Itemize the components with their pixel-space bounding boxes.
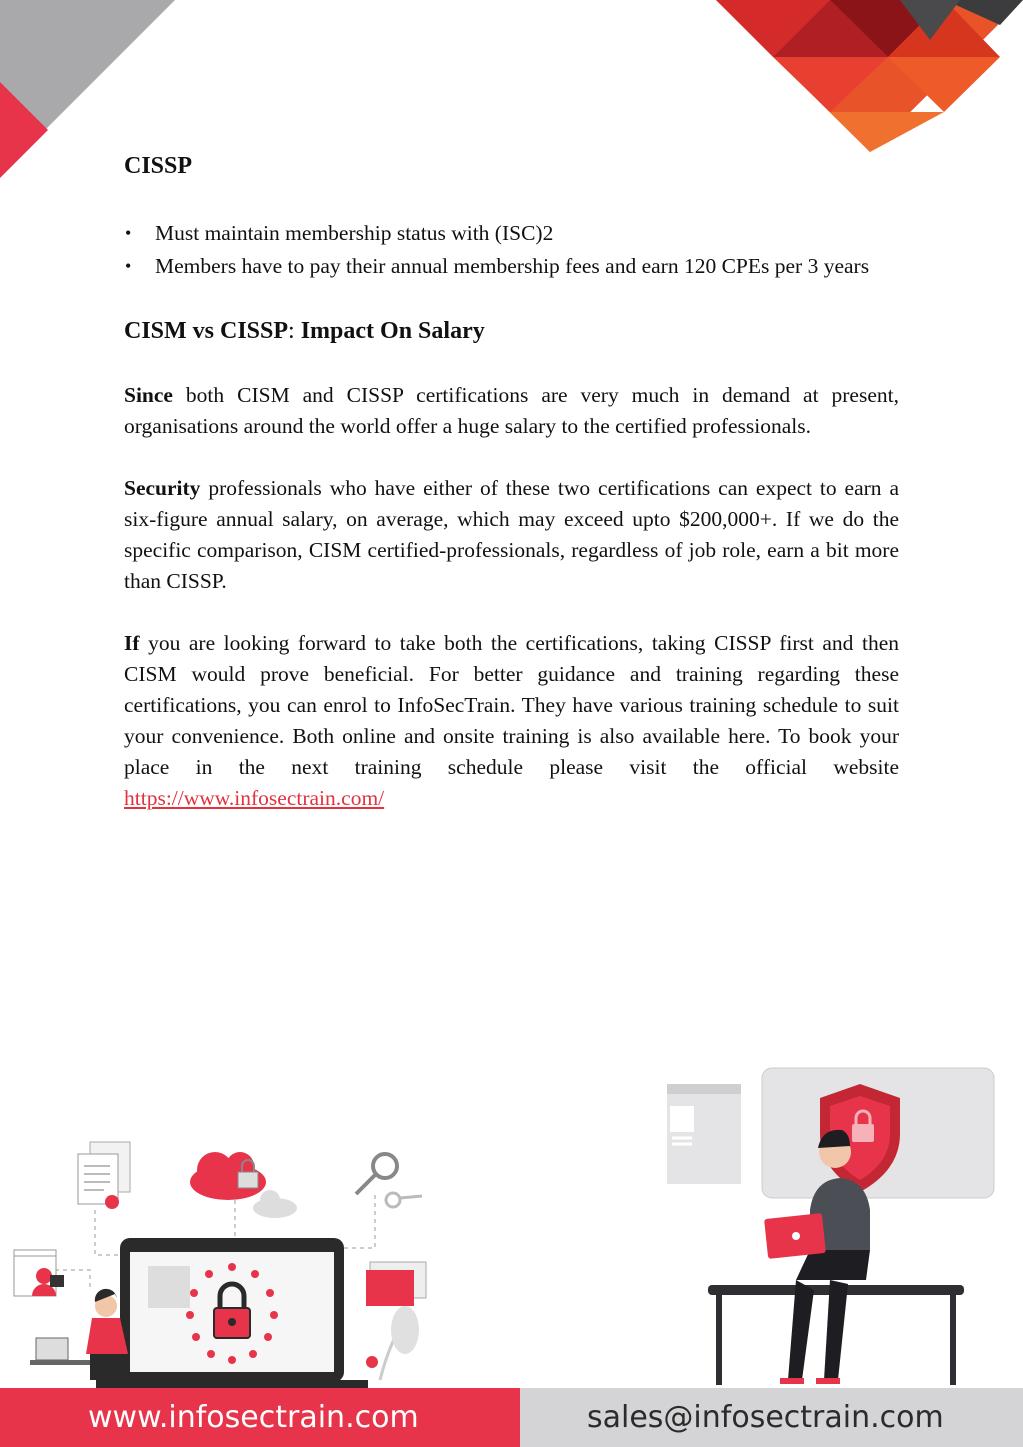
salary-heading-part1: CISM vs CISSP: [124, 318, 289, 344]
list-item: • Members have to pay their annual membership fees and earn 120 CPEs per 3 years: [155, 250, 899, 283]
cloud-icon: [190, 1152, 297, 1218]
paragraph-text: you are looking forward to take both the certifications, taking CISSP first and then CISM would prove beneficial. For better guidance and training regarding these certifications, you can enrol to InfoSecTrain. They have various training schedule to suit your convenience. Both online and onsite training is also available here. To book your place in the next training schedule please visit the official website: [124, 631, 899, 779]
list-item: • Must maintain membership status with (ISC)2: [155, 217, 899, 250]
corner-decoration-right: [0, 0, 1023, 160]
plant-icon: [366, 1306, 419, 1380]
paragraph-text: both CISM and CISSP certifications are very much in demand at present, organisations around the world offer a huge salary to the certified professionals.: [124, 383, 899, 438]
folder-icon: [366, 1262, 426, 1306]
security-illustration-right: [660, 1060, 1005, 1388]
paragraph-if: [124, 628, 899, 814]
paragraph-lead: If: [124, 631, 140, 655]
paragraph-text: professionals who have either of these two certifications can expect to earn a six-figure annual salary, on average, which may exceed upto $200,000+. If we do the specific comparison, CISM certified-professionals, regardless of job role, earn a bit more than CISSP.: [124, 476, 899, 593]
paragraph-security: [124, 473, 899, 597]
salary-heading: [124, 315, 899, 347]
salary-heading-colon: :: [288, 318, 295, 344]
document-icon: [78, 1142, 130, 1209]
key-icon: [356, 1154, 422, 1207]
user-lock-window-icon: [14, 1250, 64, 1296]
salary-heading-part2: Impact On Salary: [294, 318, 485, 344]
footer-bar: [0, 1388, 1023, 1447]
website-link[interactable]: https://www.infosectrain.com/: [124, 786, 385, 810]
footer-email[interactable]: sales@infosectrain.com: [520, 1388, 1023, 1447]
paragraph-lead: Security: [124, 476, 201, 500]
security-illustration-left: [0, 1130, 440, 1388]
footer-website[interactable]: www.infosectrain.com: [0, 1388, 520, 1447]
paragraph-since: [124, 380, 899, 442]
main-content: [124, 150, 899, 845]
cissp-bullet-list: [124, 217, 899, 283]
cissp-heading: CISSP: [124, 153, 193, 179]
paragraph-lead: Since: [124, 383, 173, 407]
laptop-icon: [96, 1238, 368, 1388]
person-figure: [30, 1289, 128, 1380]
